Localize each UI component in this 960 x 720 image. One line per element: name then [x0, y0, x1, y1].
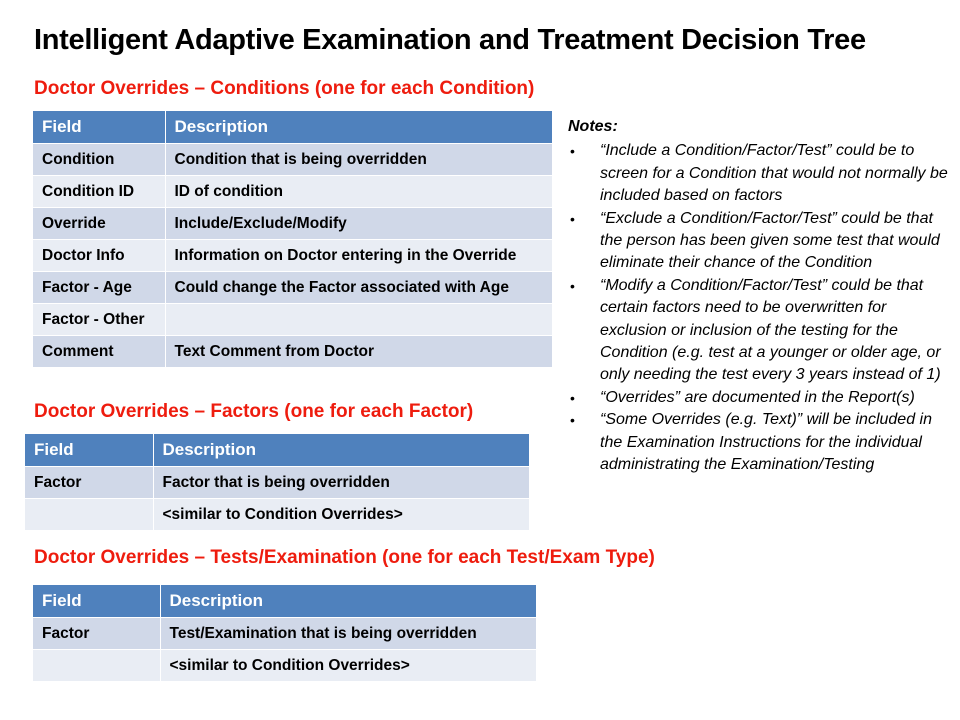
description-cell: Text Comment from Doctor [165, 336, 552, 368]
notes-heading: Notes: [568, 118, 618, 135]
description-cell: ID of condition [165, 176, 552, 208]
table-row [33, 272, 552, 304]
description-cell: Information on Doctor entering in the Override [165, 240, 552, 272]
field-cell [25, 499, 153, 531]
table-row [33, 144, 552, 176]
table-row [33, 336, 552, 368]
bullet-icon: • [570, 389, 575, 406]
description-cell: Could change the Factor associated with Age [165, 272, 552, 304]
factors-table [25, 434, 530, 531]
field-cell: Factor [33, 618, 160, 650]
field-cell: Doctor Info [33, 240, 165, 272]
list-item [568, 409, 948, 476]
column-header-field: Field [33, 111, 165, 144]
note-text: “Overrides” are documented in the Report(s) [600, 388, 915, 406]
field-cell: Factor [25, 467, 153, 499]
table-row [33, 176, 552, 208]
table-row [33, 208, 552, 240]
table-row [25, 467, 529, 499]
column-header-field: Field [33, 585, 160, 618]
conditions-heading: Doctor Overrides – Conditions (one for each Condition) [34, 78, 535, 99]
description-cell: Include/Exclude/Modify [165, 208, 552, 240]
note-text: “Include a Condition/Factor/Test” could be to screen for a Condition that would not normally be included based on factors [600, 142, 948, 205]
tests-heading: Doctor Overrides – Tests/Examination (one for each Test/Exam Type) [34, 547, 655, 568]
field-cell: Factor - Other [33, 304, 165, 336]
note-text: “Some Overrides (e.g. Text)” will be included in the Examination Instructions for the individual administrating the Examination/Testing [600, 411, 932, 474]
list-item [568, 140, 948, 207]
notes-list [568, 140, 948, 476]
bullet-icon: • [570, 210, 575, 227]
page-title: Intelligent Adaptive Examination and Treatment Decision Tree [34, 24, 866, 56]
field-cell [33, 650, 160, 682]
field-cell: Factor - Age [33, 272, 165, 304]
table-row [33, 304, 552, 336]
field-cell: Comment [33, 336, 165, 368]
note-text: “Modify a Condition/Factor/Test” could be that certain factors need to be overwritten for exclusion or inclusion of the testing for the Condition (e.g. test at a younger or older age, or only needing the test every 3 years instead of 1) [600, 276, 941, 384]
conditions-table [33, 111, 553, 368]
description-cell: Factor that is being overridden [153, 467, 529, 499]
column-header-field: Field [25, 434, 153, 467]
table-header-row [33, 585, 536, 618]
list-item [568, 208, 948, 275]
note-text: “Exclude a Condition/Factor/Test” could be that the person has been given some test that would eliminate their chance of the Condition [600, 209, 940, 272]
notes-panel [568, 116, 948, 477]
field-cell: Override [33, 208, 165, 240]
table-row [33, 650, 536, 682]
tests-table [33, 585, 537, 682]
bullet-icon: • [570, 277, 575, 294]
description-cell [165, 304, 552, 336]
list-item [568, 275, 948, 387]
description-cell: Test/Examination that is being overridden [160, 618, 536, 650]
table-header-row [25, 434, 529, 467]
bullet-icon: • [570, 412, 575, 429]
list-item [568, 387, 948, 409]
field-cell: Condition [33, 144, 165, 176]
table-row [25, 499, 529, 531]
table-row [33, 240, 552, 272]
column-header-description: Description [160, 585, 536, 618]
factors-heading: Doctor Overrides – Factors (one for each Factor) [34, 401, 474, 422]
column-header-description: Description [153, 434, 529, 467]
bullet-icon: • [570, 143, 575, 160]
field-cell: Condition ID [33, 176, 165, 208]
description-cell: <similar to Condition Overrides> [153, 499, 529, 531]
description-cell: Condition that is being overridden [165, 144, 552, 176]
table-row [33, 618, 536, 650]
column-header-description: Description [165, 111, 552, 144]
table-header-row [33, 111, 552, 144]
description-cell: <similar to Condition Overrides> [160, 650, 536, 682]
